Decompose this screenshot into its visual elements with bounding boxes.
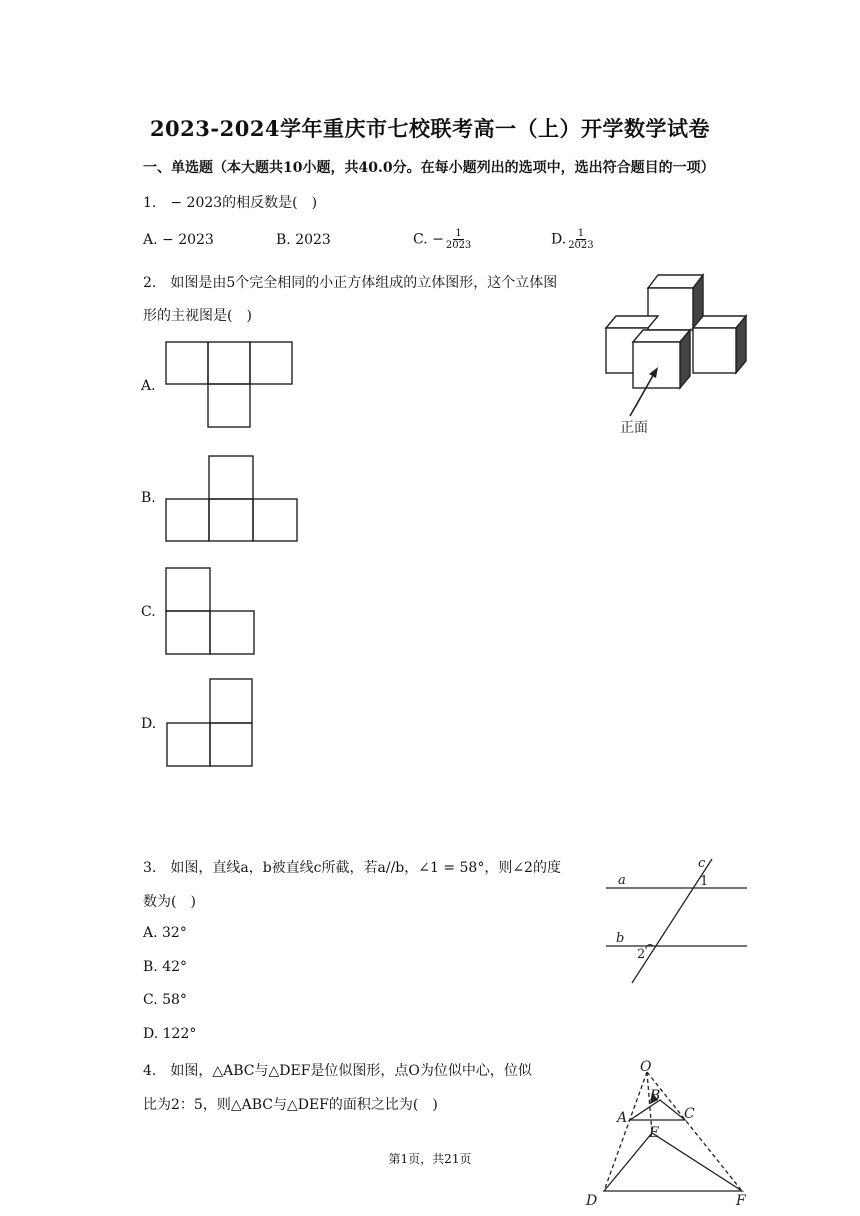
q2-option-b-label: B. — [141, 490, 156, 506]
q2-option-b-figure — [165, 455, 301, 543]
page-title: 2023-2024学年重庆市七校联考高一（上）开学数学试卷 — [149, 116, 711, 141]
q1-option-d-fraction — [568, 228, 593, 251]
fraction-denominator: 2023 — [445, 240, 472, 251]
q3-option-a: A. 32° — [143, 925, 187, 941]
q1-option-d — [551, 228, 594, 251]
page-footer: 第1页，共21页 — [388, 1152, 472, 1166]
angle-2-label: 2 — [637, 947, 646, 962]
q2-option-c-label: C. — [141, 604, 156, 620]
line-a-label: a — [618, 873, 626, 888]
q2-option-a-label: A. — [141, 378, 156, 394]
point-b-label: B — [650, 1088, 661, 1104]
cube-stack-figure — [600, 268, 752, 440]
q2-option-a-figure — [165, 341, 295, 431]
front-label: 正面 — [620, 420, 648, 436]
angle-1-label: 1 — [700, 874, 709, 889]
q2-option-c-figure — [165, 567, 259, 657]
q2-option-d-figure — [166, 678, 256, 770]
question-1-stem: 1. − 2023的相反数是( ) — [143, 195, 318, 211]
fraction-denominator: 2023 — [568, 240, 594, 251]
question-4-stem-line2: 比为2：5，则△ABC与△DEF的面积之比为( ) — [143, 1097, 438, 1113]
q2-option-d-label: D. — [141, 716, 157, 732]
line-b-label: b — [616, 931, 625, 946]
question-3-stem-line1: 3. 如图，直线a，b被直线c所截，若a//b，∠1 = 58°，则∠2的度 — [143, 860, 561, 876]
question-2-stem-line1: 2. 如图是由5个完全相同的小正方体组成的立体图形，这个立体图 — [143, 275, 558, 291]
point-a-label: A — [617, 1110, 628, 1126]
q1-option-c-prefix: C. − — [413, 231, 444, 248]
question-3-stem-line2: 数为( ) — [143, 894, 196, 910]
fraction-numerator: 1 — [455, 228, 462, 239]
q1-option-c-fraction — [446, 228, 471, 251]
point-o-label: O — [640, 1059, 652, 1075]
point-f-label: F — [736, 1193, 746, 1208]
similar-triangles-figure — [580, 1058, 755, 1208]
point-c-label: C — [684, 1106, 695, 1122]
point-d-label: D — [586, 1193, 598, 1208]
question-2-stem-line2: 形的主视图是( ) — [143, 308, 252, 324]
line-c-label: c — [698, 856, 706, 871]
section-heading: 一、单选题（本大题共10小题，共40.0分。在每小题列出的选项中，选出符合题目的一项） — [143, 160, 715, 176]
q1-option-c — [413, 228, 471, 251]
parallel-lines-figure — [600, 852, 750, 987]
q3-option-b: B. 42° — [143, 959, 188, 975]
q1-option-b: B. 2023 — [276, 232, 331, 248]
fraction-numerator: 1 — [577, 228, 585, 239]
q1-option-a: A. − 2023 — [143, 232, 214, 248]
question-4-stem-line1: 4. 如图，△ABC与△DEF是位似图形，点O为位似中心，位似 — [143, 1063, 532, 1079]
q3-option-c: C. 58° — [143, 992, 187, 1008]
q3-option-d: D. 122° — [143, 1026, 197, 1042]
q1-option-d-prefix: D. — [551, 231, 567, 248]
point-e-label: E — [649, 1125, 660, 1141]
